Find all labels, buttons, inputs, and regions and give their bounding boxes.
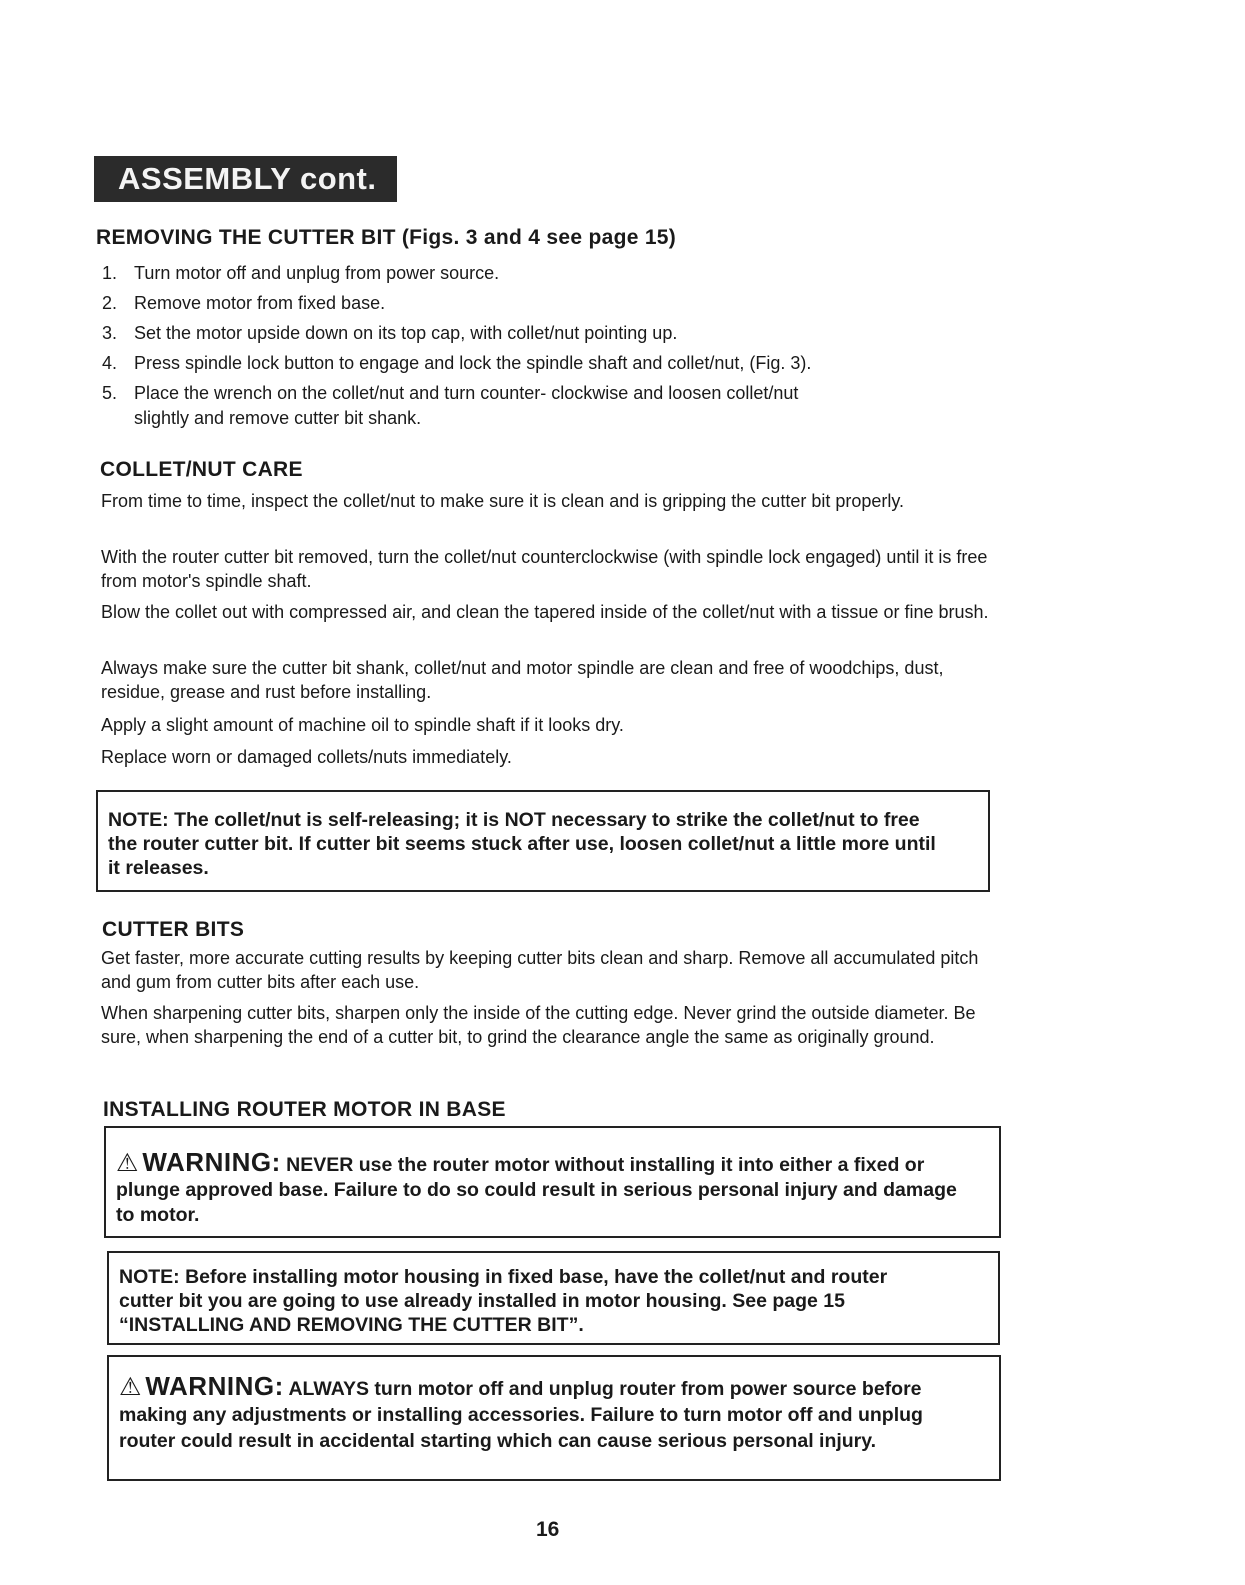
note-text: NOTE: The collet/nut is self-releasing; it is NOT necessary to strike the collet/nut to free the router cutter bit. If cutter bit seems stuck after use, loosen collet/nut a little more until it releases. [108, 809, 936, 879]
removing-heading: REMOVING THE CUTTER BIT (Figs. 3 and 4 see page 15) [96, 226, 677, 249]
note-box-self-releasing [96, 790, 990, 892]
step-number: 3. [102, 323, 118, 343]
collet-care-paragraph: Replace worn or damaged collets/nuts immediately. [101, 747, 512, 767]
step-text: Turn motor off and unplug from power source. [134, 263, 500, 283]
step-number: 5. [102, 383, 118, 403]
list-item [100, 348, 1000, 378]
section-banner: ASSEMBLY cont. [94, 156, 397, 202]
cutter-bits-paragraph: When sharpening cutter bits, sharpen only the inside of the cutting edge. Never grind the outside diameter. Be sure, when sharpening the end of a cutter bit, to grind the clearance angle the same as originally ground. [101, 1003, 976, 1047]
step-text: Place the wrench on the collet/nut and turn counter- clockwise and loosen collet/nut [134, 383, 799, 403]
list-item [100, 378, 1000, 431]
cutter-bits-paragraph: Get faster, more accurate cutting results by keeping cutter bits clean and sharp. Remove all accumulated pitch and gum from cutter bits after each use. [101, 948, 979, 992]
step-text: Press spindle lock button to engage and lock the spindle shaft and collet/nut, (Fig. 3). [134, 353, 812, 373]
warning-text: NEVER use the router motor without installing it into either a fixed or plunge approved base. Failure to do so could result in serious personal injury and damage to motor. [116, 1154, 957, 1226]
installing-heading: INSTALLING ROUTER MOTOR IN BASE [103, 1098, 506, 1121]
collet-care-paragraph: Apply a slight amount of machine oil to spindle shaft if it looks dry. [101, 715, 624, 735]
collet-care-paragraph: Always make sure the cutter bit shank, collet/nut and motor spindle are clean and free of woodchips, dust, residue, grease and rust before installing. [101, 658, 944, 702]
collet-care-paragraph: From time to time, inspect the collet/nut to make sure it is clean and is gripping the cutter bit properly. [101, 491, 905, 511]
step-text-continued: slightly and remove cutter bit shank. [134, 408, 422, 428]
warning-box-power [107, 1355, 1001, 1481]
list-item [100, 258, 1000, 288]
warning-triangle-icon: ⚠ [119, 1373, 142, 1401]
warning-text: ALWAYS turn motor off and unplug router from power source before making any adjustments or installing accessories. Failure to turn motor off and unplug router could result in accidental starting which can cause serious personal injury. [119, 1378, 923, 1452]
step-number: 2. [102, 293, 118, 313]
cutter-bits-heading: CUTTER BITS [102, 918, 245, 941]
step-number: 4. [102, 353, 118, 373]
warning-title: WARNING: [142, 1147, 281, 1177]
warning-triangle-icon: ⚠ [116, 1149, 139, 1177]
note-box-installing [107, 1251, 1000, 1345]
list-item [100, 318, 1000, 348]
step-text: Remove motor from fixed base. [134, 293, 386, 313]
removing-steps-list [100, 258, 1000, 431]
list-item [100, 288, 1000, 318]
note-text: NOTE: Before installing motor housing in fixed base, have the collet/nut and router cutter bit you are going to use already installed in motor housing. See page 15 “INSTALLING AND REMOVING THE CUTTER BIT”. [119, 1266, 888, 1336]
warning-title: WARNING: [145, 1371, 284, 1401]
collet-care-paragraph: With the router cutter bit removed, turn the collet/nut counterclockwise (with spindle lock engaged) until it is free from motor's spindle shaft. [101, 547, 988, 591]
collet-care-heading: COLLET/NUT CARE [100, 458, 303, 481]
warning-box-base [104, 1126, 1001, 1238]
collet-care-paragraph: Blow the collet out with compressed air, and clean the tapered inside of the collet/nut with a tissue or fine brush. [101, 602, 989, 622]
step-number: 1. [102, 263, 118, 283]
step-text: Set the motor upside down on its top cap, with collet/nut pointing up. [134, 323, 678, 343]
page-number: 16 [536, 1518, 560, 1541]
